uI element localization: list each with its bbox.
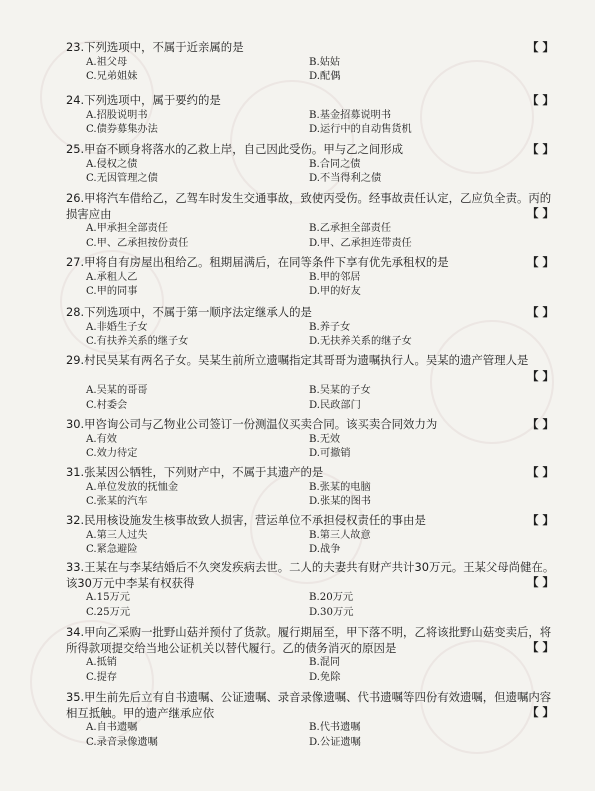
question-24 — [66, 93, 556, 138]
option-a: A.抵销 — [86, 657, 117, 668]
option-c: C.无因管理之债 — [86, 173, 158, 185]
option-list — [66, 321, 556, 350]
stem-text: 24.下列选项中，属于要约的是 — [66, 93, 221, 107]
option-b: B.姑姑 — [309, 56, 341, 68]
option-a: A.单位发放的抚恤金 — [86, 481, 179, 493]
stem-text: 31.张某因公牺牲，下列财产中，不属于其遗产的是 — [66, 465, 324, 479]
option-list — [66, 271, 556, 300]
question-stem — [66, 142, 556, 158]
option-a: A.有效 — [86, 433, 117, 445]
option-b: B.代书遗嘱 — [309, 722, 361, 733]
question-32 — [66, 513, 556, 558]
question-31 — [66, 465, 556, 510]
question-25 — [66, 142, 556, 187]
option-c: C.甲的同事 — [86, 286, 138, 298]
answer-bracket: 【 】 — [526, 305, 554, 319]
option-b: B.张某的电脑 — [309, 481, 371, 493]
option-d: D.民政部门 — [309, 399, 361, 411]
option-d: D.甲、乙承担连带责任 — [309, 237, 412, 249]
answer-bracket: 【 】 — [526, 40, 554, 54]
question-stem — [66, 417, 556, 433]
option-d: D.配偶 — [309, 71, 341, 83]
option-a: A.甲承担全部责任 — [86, 223, 168, 234]
option-c: C.效力待定 — [86, 448, 138, 460]
answer-bracket: 【 】 — [526, 417, 554, 431]
option-a: A.招股说明书 — [86, 109, 148, 121]
option-a: A.侵权之债 — [86, 158, 138, 170]
stem-text: 26.甲将汽车借给乙，乙驾车时发生交通事故，致使丙受伤。经事故责任认定，乙应负全责。丙的损害应由 — [66, 191, 552, 221]
option-a: A.非婚生子女 — [86, 321, 148, 333]
option-c: C.录音录像遗嘱 — [86, 736, 158, 748]
option-list — [66, 384, 556, 413]
option-c: C.甲、乙承担按份责任 — [86, 237, 189, 249]
answer-bracket: 【 】 — [526, 206, 554, 220]
question-27 — [66, 255, 556, 300]
option-d: D.运行中的自动售货机 — [309, 124, 412, 136]
option-a: A.吴某的哥哥 — [86, 385, 148, 396]
question-23 — [66, 40, 556, 85]
option-list — [66, 721, 556, 750]
option-c: C.紧急避险 — [86, 544, 138, 556]
question-35 — [66, 690, 556, 750]
answer-bracket: 【 】 — [526, 705, 554, 719]
question-stem — [66, 40, 556, 56]
question-33 — [66, 560, 556, 620]
option-b: B.基金招募说明书 — [309, 109, 392, 121]
option-b: B.养子女 — [309, 321, 351, 333]
stem-text: 33.王某在与李某结婚后不久突发疾病去世。二人的夫妻共有财产共计30万元。王某父母尚健在。该30万元中李某有权获得 — [66, 560, 555, 590]
answer-bracket: 【 】 — [526, 368, 554, 383]
option-list — [66, 481, 556, 510]
option-b: B.合同之债 — [309, 158, 361, 170]
option-b: B.吴某的子女 — [309, 385, 371, 396]
option-a: A.自书遗嘱 — [86, 722, 138, 733]
option-d: D.可撤销 — [309, 448, 351, 460]
option-b: B.甲的邻居 — [309, 271, 361, 283]
question-stem-line2 — [66, 369, 556, 385]
option-a: A.15万元 — [86, 592, 130, 603]
stem-text: 32.民用核设施发生核事故致人损害，营运单位不承担侵权责任的事由是 — [66, 513, 426, 527]
option-a: A.第三人过失 — [86, 529, 148, 541]
option-d: D.无扶养关系的继子女 — [309, 336, 412, 348]
option-list — [66, 222, 556, 251]
question-34 — [66, 625, 556, 685]
question-stem — [66, 465, 556, 481]
question-stem — [66, 625, 556, 656]
question-stem — [66, 255, 556, 271]
option-d: D.不当得利之债 — [309, 173, 382, 185]
question-stem — [66, 353, 556, 369]
option-c: C.25万元 — [86, 606, 131, 618]
option-b: B.无效 — [309, 433, 341, 445]
option-c: C.张某的汽车 — [86, 496, 148, 508]
option-b: B.第三人故意 — [309, 529, 371, 541]
option-c: C.提存 — [86, 671, 118, 683]
option-list — [66, 529, 556, 558]
option-list — [66, 591, 556, 620]
option-list — [66, 433, 556, 462]
stem-text: 34.甲向乙采购一批野山菇并预付了货款。履行期届至，甲下落不明，乙将该批野山菇变卖后，将所得款项提交给当地公证机关以替代履行。乙的债务消灭的原因是 — [66, 625, 552, 655]
option-d: D.免除 — [309, 671, 341, 683]
answer-bracket: 【 】 — [526, 255, 554, 269]
option-d: D.公证遗嘱 — [309, 736, 361, 748]
option-b: B.20万元 — [309, 592, 354, 603]
question-stem — [66, 690, 556, 721]
option-a: A.祖父母 — [86, 56, 128, 68]
question-stem — [66, 513, 556, 529]
option-list — [66, 109, 556, 138]
question-26 — [66, 191, 556, 251]
question-stem — [66, 93, 556, 109]
option-list — [66, 158, 556, 187]
option-d: D.30万元 — [309, 606, 354, 618]
option-c: C.有扶养关系的继子女 — [86, 336, 189, 348]
option-b: B.乙承担全部责任 — [309, 223, 392, 234]
stem-text: 23.下列选项中，不属于近亲属的是 — [66, 40, 244, 54]
question-stem — [66, 560, 556, 591]
option-b: B.混同 — [309, 657, 341, 668]
stem-text: 27.甲将自有房屋出租给乙。租期届满后，在同等条件下享有优先承租权的是 — [66, 255, 449, 269]
answer-bracket: 【 】 — [526, 640, 554, 654]
answer-bracket: 【 】 — [526, 513, 554, 527]
answer-bracket: 【 】 — [526, 465, 554, 479]
stem-text: 35.甲生前先后立有自书遗嘱、公证遗嘱、录音录像遗嘱、代书遗嘱等四份有效遗嘱，但遗嘱内容相互抵触。甲的遗产继承应依 — [66, 690, 552, 720]
stem-text: 29.村民吴某有两名子女。吴某生前所立遗嘱指定其哥哥为遗嘱执行人。吴某的遗产管理人是 — [66, 353, 529, 367]
option-list — [66, 56, 556, 85]
option-c: C.村委会 — [86, 399, 128, 411]
option-c: C.兄弟姐妹 — [86, 71, 138, 83]
question-30 — [66, 417, 556, 462]
option-d: D.战争 — [309, 544, 341, 556]
option-list — [66, 656, 556, 685]
option-c: C.债券募集办法 — [86, 124, 158, 136]
stem-text: 28.下列选项中，不属于第一顺序法定继承人的是 — [66, 305, 312, 319]
option-a: A.承租人乙 — [86, 271, 138, 283]
option-d: D.张某的图书 — [309, 496, 371, 508]
question-28 — [66, 305, 556, 350]
question-29 — [66, 353, 556, 413]
answer-bracket: 【 】 — [526, 575, 554, 589]
question-stem — [66, 305, 556, 321]
stem-text: 30.甲咨询公司与乙物业公司签订一份测温仪买卖合同。该买卖合同效力为 — [66, 417, 438, 431]
answer-bracket: 【 】 — [526, 142, 554, 156]
option-d: D.甲的好友 — [309, 286, 361, 298]
answer-bracket: 【 】 — [526, 93, 554, 107]
question-stem — [66, 191, 556, 222]
stem-text: 25.甲奋不顾身将落水的乙救上岸，自己因此受伤。甲与乙之间形成 — [66, 142, 404, 156]
